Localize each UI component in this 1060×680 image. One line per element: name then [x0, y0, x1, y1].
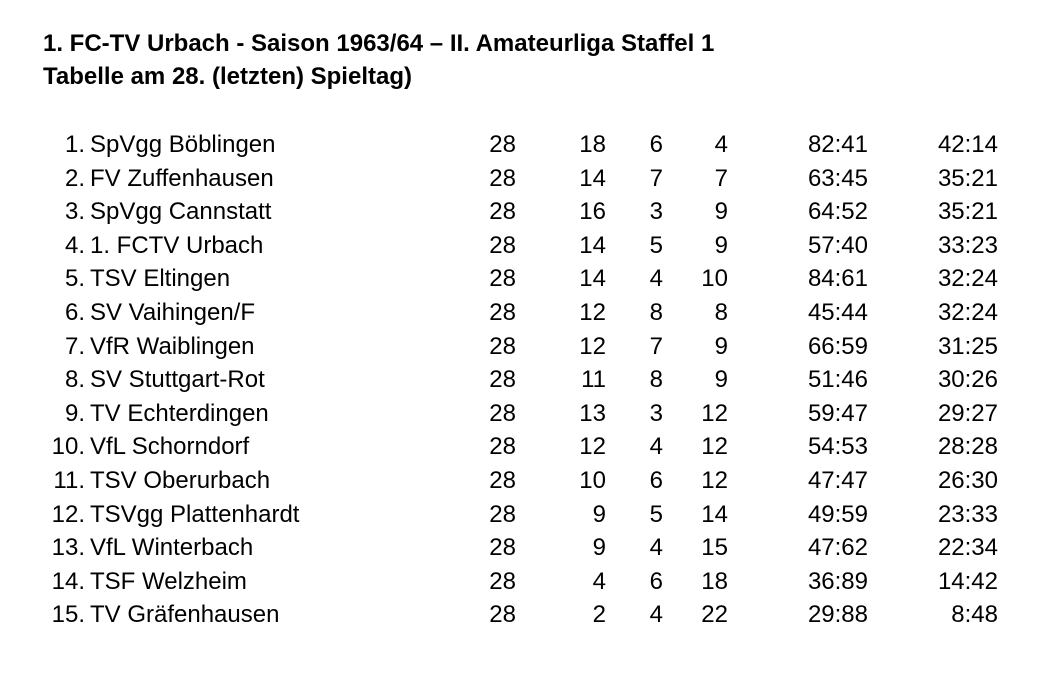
rank-cell: 13.	[51, 534, 85, 562]
games-played: 28	[489, 433, 516, 461]
points-ratio: 35:21	[937, 164, 998, 192]
table-row	[0, 430, 1060, 464]
draws: 4	[649, 265, 663, 293]
wins: 2	[592, 601, 606, 629]
games-played: 28	[489, 298, 516, 326]
losses: 18	[701, 567, 728, 595]
losses: 9	[714, 198, 728, 226]
goal-ratio: 66:59	[807, 332, 868, 360]
table-row	[0, 565, 1060, 599]
draws: 6	[649, 466, 663, 494]
rank-cell: 7.	[64, 332, 85, 360]
goal-ratio: 45:44	[807, 298, 868, 326]
wins: 9	[592, 534, 606, 562]
games-played: 28	[489, 534, 516, 562]
wins: 14	[579, 164, 606, 192]
losses: 9	[714, 231, 728, 259]
wins: 11	[581, 366, 606, 394]
rank-cell: 12.	[51, 500, 85, 528]
rank-cell: 2.	[64, 164, 85, 192]
goal-ratio: 59:47	[807, 399, 868, 427]
draws: 7	[649, 164, 663, 192]
goal-ratio: 82:41	[807, 131, 868, 158]
team-name: SV Vaihingen/F	[90, 298, 255, 326]
games-played: 28	[489, 500, 516, 528]
goal-ratio: 29:88	[807, 601, 868, 629]
goal-ratio: 47:47	[807, 466, 868, 494]
points-ratio: 29:27	[937, 399, 998, 427]
points-ratio: 30:26	[937, 366, 998, 394]
games-played: 28	[489, 332, 516, 360]
wins: 13	[579, 399, 606, 427]
rank-cell: 11.	[53, 466, 85, 494]
wins: 14	[579, 231, 606, 259]
points-ratio: 42:14	[937, 131, 998, 158]
table-row	[0, 363, 1060, 397]
wins: 12	[579, 298, 606, 326]
games-played: 28	[489, 198, 516, 226]
wins: 10	[579, 466, 606, 494]
points-ratio: 32:24	[937, 298, 998, 326]
page-subtitle: Tabelle am 28. (letzten) Spieltag)	[43, 63, 412, 90]
goal-ratio: 57:40	[807, 231, 868, 259]
team-name: SV Stuttgart-Rot	[90, 366, 265, 394]
draws: 3	[649, 399, 663, 427]
table-row	[0, 128, 1060, 162]
draws: 5	[649, 500, 663, 528]
goal-ratio: 64:52	[807, 198, 868, 226]
wins: 16	[579, 198, 606, 226]
wins: 18	[579, 131, 606, 158]
team-name: VfL Winterbach	[90, 534, 254, 562]
losses: 15	[701, 534, 728, 562]
wins: 12	[579, 433, 606, 461]
losses: 12	[701, 466, 728, 494]
draws: 4	[649, 601, 663, 629]
table-row	[0, 296, 1060, 330]
goal-ratio: 36:89	[807, 567, 868, 595]
team-name: SpVgg Böblingen	[90, 131, 276, 158]
losses: 14	[701, 500, 728, 528]
table-row	[0, 195, 1060, 229]
team-name: TSVgg Plattenhardt	[90, 500, 300, 528]
table-row	[0, 531, 1060, 565]
points-ratio: 31:25	[937, 332, 998, 360]
goal-ratio: 49:59	[807, 500, 868, 528]
points-ratio: 28:28	[937, 433, 998, 461]
draws: 8	[649, 298, 663, 326]
games-played: 28	[489, 164, 516, 192]
rank-cell: 4.	[64, 231, 85, 259]
rank-cell: 8.	[64, 366, 85, 394]
draws: 4	[649, 534, 663, 562]
draws: 7	[649, 332, 663, 360]
table-row	[0, 229, 1060, 263]
games-played: 28	[489, 567, 516, 595]
points-ratio: 35:21	[937, 198, 998, 226]
losses: 10	[701, 265, 728, 293]
losses: 9	[714, 366, 728, 394]
table-row	[0, 598, 1060, 632]
goal-ratio: 47:62	[807, 534, 868, 562]
losses: 9	[714, 332, 728, 360]
draws: 3	[649, 198, 663, 226]
losses: 12	[701, 433, 728, 461]
team-name: FV Zuffenhausen	[90, 164, 274, 192]
page-title: 1. FC-TV Urbach - Saison 1963/64 – II. Amateurliga Staffel 1	[43, 30, 715, 57]
losses: 7	[714, 164, 728, 192]
wins: 14	[579, 265, 606, 293]
rank-cell: 14.	[51, 567, 85, 595]
games-played: 28	[489, 131, 516, 158]
table-row	[0, 498, 1060, 532]
points-ratio: 32:24	[937, 265, 998, 293]
points-ratio: 14:42	[937, 567, 998, 595]
points-ratio: 8:48	[951, 601, 998, 629]
table-row	[0, 330, 1060, 364]
team-name: TV Gräfenhausen	[90, 601, 280, 629]
team-name: TSV Oberurbach	[90, 466, 271, 494]
team-name: SpVgg Cannstatt	[90, 198, 272, 226]
wins: 4	[592, 567, 606, 595]
points-ratio: 23:33	[937, 500, 998, 528]
goal-ratio: 84:61	[807, 265, 868, 293]
rank-cell: 5.	[64, 265, 85, 293]
team-name: TV Echterdingen	[90, 399, 269, 427]
rank-cell: 10.	[51, 433, 85, 461]
points-ratio: 26:30	[937, 466, 998, 494]
rank-cell: 3.	[64, 198, 85, 226]
rank-cell: 6.	[64, 298, 85, 326]
points-ratio: 22:34	[937, 534, 998, 562]
games-played: 28	[489, 601, 516, 629]
table-row	[0, 262, 1060, 296]
games-played: 28	[489, 466, 516, 494]
losses: 8	[714, 298, 728, 326]
rank-cell: 9.	[64, 399, 85, 427]
draws: 6	[649, 567, 663, 595]
table-row	[0, 397, 1060, 431]
games-played: 28	[489, 265, 516, 293]
standings-table	[0, 128, 1060, 632]
draws: 5	[649, 231, 663, 259]
draws: 4	[649, 433, 663, 461]
losses: 4	[714, 131, 728, 158]
losses: 12	[701, 399, 728, 427]
wins: 9	[592, 500, 606, 528]
goal-ratio: 54:53	[807, 433, 868, 461]
team-name: TSF Welzheim	[90, 567, 247, 595]
goal-ratio: 63:45	[807, 164, 868, 192]
games-played: 28	[489, 231, 516, 259]
losses: 22	[701, 601, 728, 629]
team-name: 1. FCTV Urbach	[90, 231, 264, 259]
team-name: VfR Waiblingen	[90, 332, 255, 360]
team-name: TSV Eltingen	[90, 265, 231, 293]
table-row	[0, 464, 1060, 498]
goal-ratio: 51:46	[807, 366, 868, 394]
draws: 6	[649, 131, 663, 158]
rank-cell: 15.	[51, 601, 85, 629]
points-ratio: 33:23	[937, 231, 998, 259]
games-played: 28	[489, 399, 516, 427]
games-played: 28	[489, 366, 516, 394]
rank-cell: 1.	[64, 131, 85, 158]
team-name: VfL Schorndorf	[90, 433, 250, 461]
wins: 12	[579, 332, 606, 360]
table-row	[0, 162, 1060, 196]
draws: 8	[649, 366, 663, 394]
